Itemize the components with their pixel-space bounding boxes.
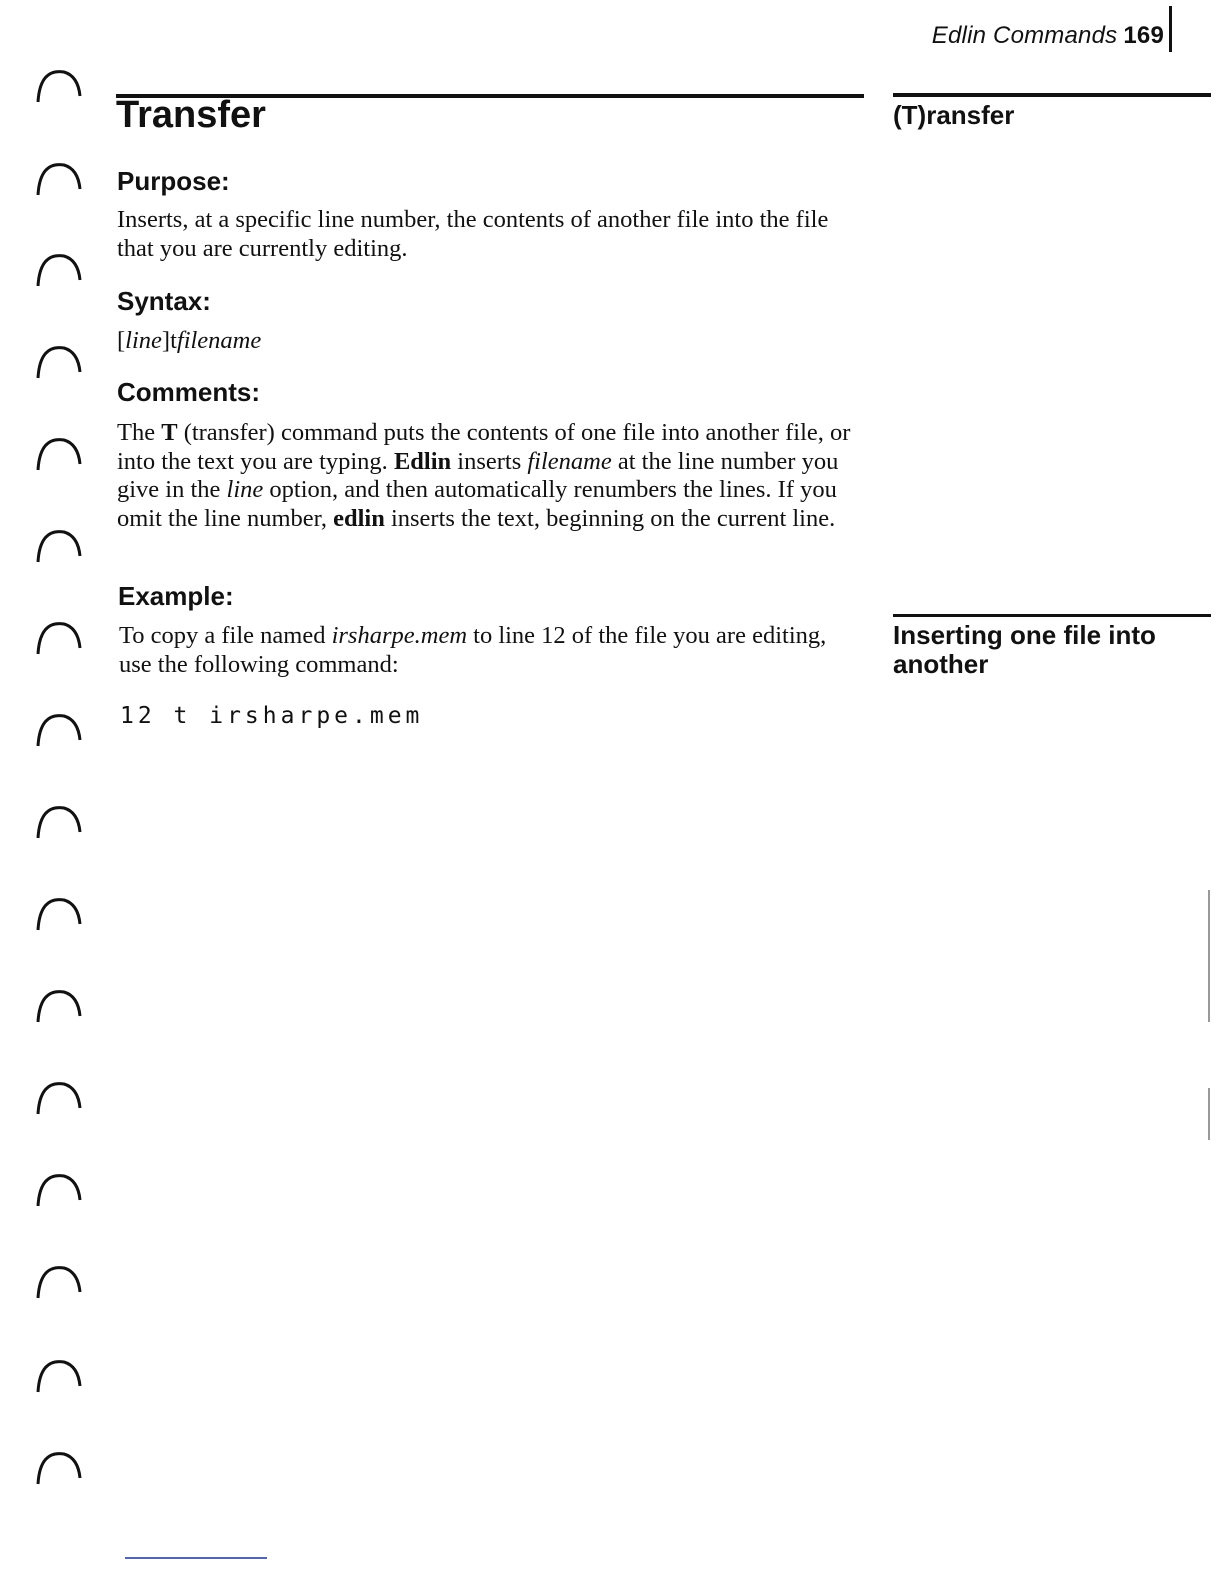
edge-mark — [1208, 1088, 1210, 1140]
command-letter: T — [161, 419, 178, 446]
page-number: 169 — [1123, 22, 1164, 49]
syntax-line — [117, 327, 862, 356]
page-title: Transfer — [116, 94, 266, 136]
comments-text-2: (transfer) command puts the contents of one file into another file, or into the text you are typing. — [117, 419, 851, 475]
binder-hole-icon — [26, 706, 86, 754]
example-command: 12 t irsharpe.mem — [120, 703, 424, 729]
syntax-param-filename: filename — [176, 327, 262, 354]
binder-hole-icon — [26, 522, 86, 570]
example-text — [119, 622, 859, 679]
binder-hole-icon — [26, 155, 86, 203]
binder-hole-icon — [26, 890, 86, 938]
binder-hole-icon — [26, 614, 86, 662]
purpose-heading: Purpose: — [117, 166, 230, 196]
syntax-open-bracket: [ — [117, 327, 126, 354]
binder-hole-icon — [26, 1352, 86, 1400]
comments-text-5: option, and then automatically renumbers the lines. If you omit the line number, — [117, 476, 837, 532]
footer-line — [125, 1557, 267, 1559]
binder-hole-icon — [26, 1444, 86, 1492]
header-margin-bar — [1169, 6, 1172, 52]
comments-text-3: inserts — [451, 447, 528, 475]
binder-hole-icon — [26, 1074, 86, 1122]
sidebar-label: (T)ransfer — [893, 100, 1015, 130]
binder-hole-icon — [26, 430, 86, 478]
edlin-term-2: edlin — [333, 504, 385, 532]
sidebar-rule-2 — [893, 614, 1211, 617]
binder-hole-icon — [26, 62, 86, 110]
comments-text-1: The — [117, 419, 162, 446]
comments-text-6: inserts the text, beginning on the current line. — [384, 504, 836, 532]
line-term: line — [226, 476, 264, 503]
sidebar-subhead: Inserting one file into another — [893, 620, 1156, 679]
example-text-1: To copy a file named — [119, 622, 332, 649]
example-heading: Example: — [118, 581, 234, 611]
running-header — [932, 22, 1164, 50]
syntax-command: ]t — [161, 327, 177, 354]
binder-hole-icon — [26, 338, 86, 386]
comments-text-4: at the line number you give in the — [117, 447, 839, 503]
example-filename: irsharpe.mem — [331, 622, 468, 649]
comments-text — [117, 419, 862, 533]
filename-term: filename — [527, 447, 612, 475]
binder-hole-icon — [26, 1166, 86, 1214]
sidebar-rule — [893, 93, 1211, 97]
edge-mark — [1208, 890, 1210, 1022]
edlin-term: Edlin — [393, 447, 452, 475]
example-text-2: to line 12 of the file you are editing, use the following command: — [119, 622, 827, 678]
binder-hole-icon — [26, 246, 86, 294]
binder-hole-icon — [26, 798, 86, 846]
comments-heading: Comments: — [117, 377, 261, 407]
syntax-heading: Syntax: — [117, 286, 211, 316]
binder-hole-icon — [26, 1258, 86, 1306]
binder-holes — [0, 0, 100, 1584]
purpose-text: Inserts, at a specific line number, the contents of another file into the file that you are currently editing. — [117, 206, 829, 262]
syntax-param-line: line — [125, 327, 162, 354]
binder-hole-icon — [26, 982, 86, 1030]
running-header-title: Edlin Commands — [931, 22, 1118, 49]
